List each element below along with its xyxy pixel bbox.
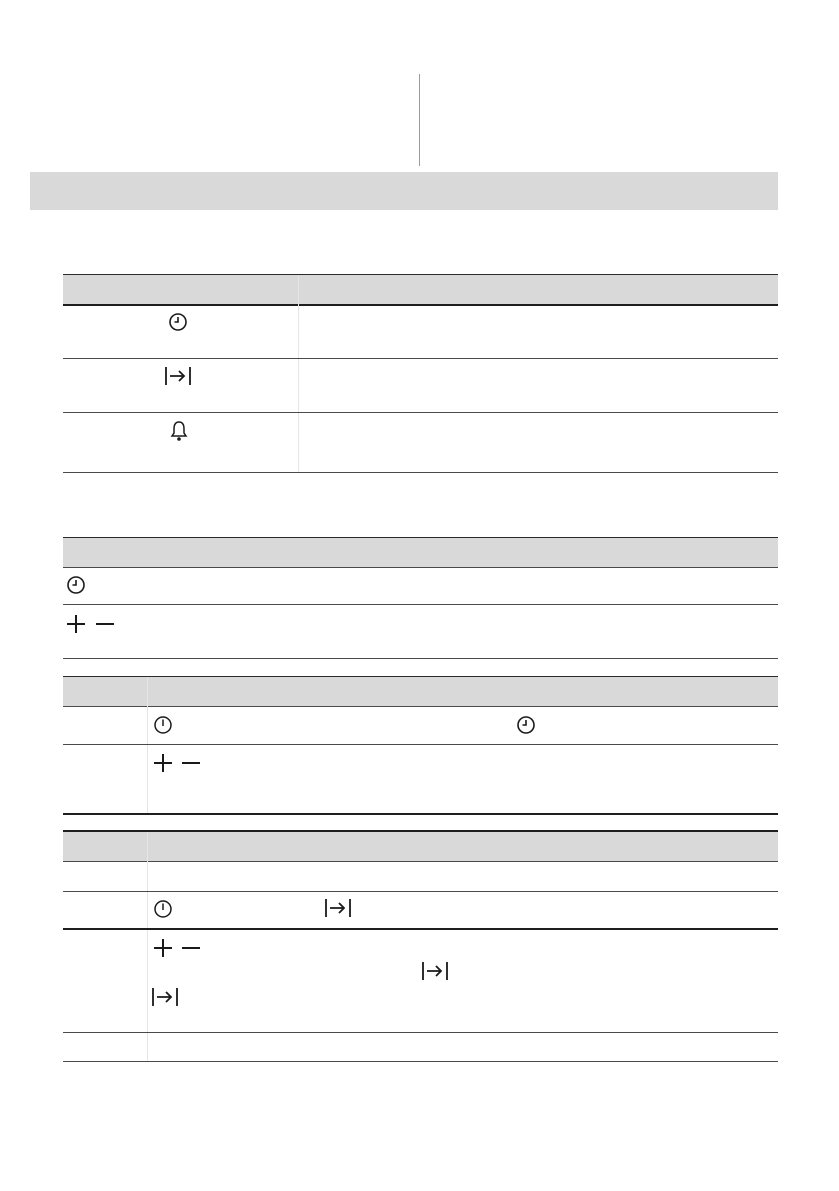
table4-row-rule	[63, 1032, 778, 1033]
table1-row-rule	[63, 358, 778, 359]
table4-header	[63, 832, 778, 861]
bell-icon	[170, 420, 188, 442]
plus-icon	[66, 614, 86, 634]
power-icon	[153, 899, 173, 919]
duration-end-icon	[164, 365, 192, 387]
table1-row-rule	[63, 412, 778, 413]
table4-row-rule	[63, 891, 778, 892]
table3-bottom-rule	[63, 813, 778, 815]
plus-icon	[153, 938, 173, 958]
table2-row-rule	[63, 604, 778, 605]
plus-icon	[153, 753, 173, 773]
table1-header	[63, 274, 778, 305]
table4-column-divider	[147, 832, 148, 1062]
clock-icon	[66, 575, 86, 595]
table4-row-rule	[63, 928, 778, 930]
table2-header-rule	[63, 567, 778, 568]
table2-bottom-rule	[63, 658, 778, 659]
table2-header	[63, 537, 778, 568]
power-icon	[153, 715, 173, 735]
duration-end-icon	[151, 986, 179, 1008]
minus-icon	[181, 753, 201, 773]
table3-column-divider	[147, 677, 148, 814]
table4-header-rule	[63, 861, 778, 862]
table3-header-rule	[63, 706, 778, 707]
table1-bottom-rule	[63, 472, 778, 473]
clock-icon	[168, 312, 188, 332]
section-heading-bar	[30, 172, 778, 210]
table4-bottom-rule	[63, 1061, 778, 1062]
table3-row-rule	[63, 744, 778, 745]
duration-end-icon	[421, 960, 449, 982]
table1-header-rule	[63, 304, 778, 306]
table1-column-divider	[298, 275, 299, 473]
table3-header	[63, 676, 778, 707]
minus-icon	[95, 614, 115, 634]
clock-icon	[516, 715, 536, 735]
duration-end-icon	[324, 897, 352, 919]
column-divider	[419, 74, 420, 166]
minus-icon	[181, 938, 201, 958]
